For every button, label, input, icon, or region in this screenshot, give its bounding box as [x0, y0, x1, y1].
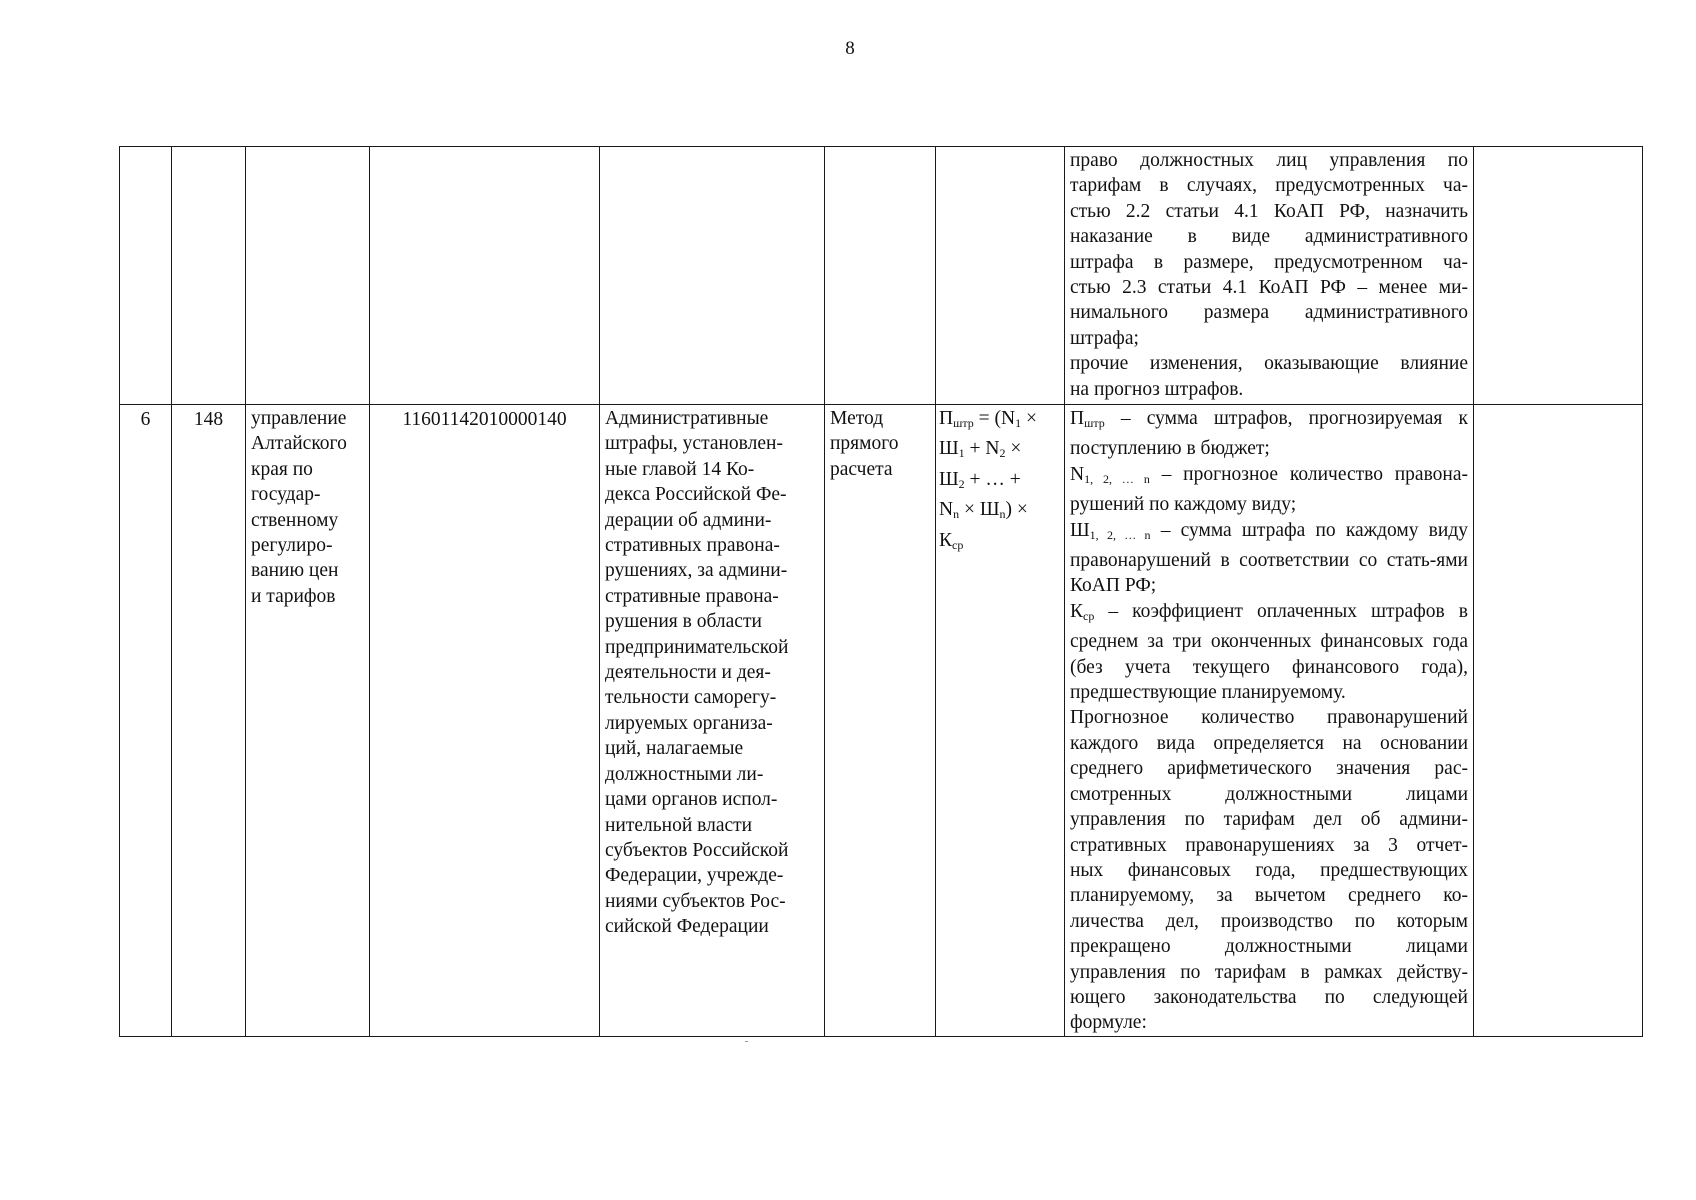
definition-p-shtr — [1070, 406, 1468, 462]
cell-method-empty — [825, 147, 936, 405]
cell-method — [825, 405, 936, 1037]
formula-subscript: 1, 2, … n — [1084, 471, 1150, 486]
text-line: лируемых организа- — [605, 712, 773, 734]
definition-text: – прогнозное количество правона-рушений по каждому виду; — [1070, 463, 1468, 516]
cell-revenue-name — [600, 405, 825, 1037]
cell-formula — [936, 405, 1065, 1037]
cell-admin-code: 148 — [172, 405, 246, 1037]
text-line: формуле: — [1070, 1012, 1147, 1034]
text-line: стью 2.3 статьи 4.1 КоАП РФ – менее ми- — [1070, 277, 1468, 299]
formula-line — [939, 406, 1062, 436]
text-line: управления по тарифам дел об админи- — [1070, 809, 1468, 831]
text-line: планируемому, за вычетом среднего ко- — [1070, 885, 1468, 907]
table-row-6 — [120, 405, 1643, 1037]
formula-subscript: ср — [952, 537, 964, 552]
cell-continuation-description — [1065, 147, 1474, 405]
formula-text: × — [1021, 408, 1037, 429]
text-line: личества дел, производство по которым — [1070, 910, 1468, 932]
formula-symbol: N — [1070, 463, 1085, 485]
text-line: стративных правона- — [605, 535, 780, 557]
definition-text: – сумма штрафа по каждому виду правонарушений в соответствии со стать-ями КоАП РФ; — [1070, 519, 1468, 597]
text-line: ющего законодательства по следующей — [1070, 986, 1468, 1008]
cell-row-number: 6 — [120, 405, 172, 1037]
text-line: ственному — [251, 509, 339, 531]
formula-symbol: N — [939, 499, 954, 521]
formula-subscript: 1, 2, … n — [1089, 527, 1151, 542]
formula-symbol: Ш — [939, 438, 959, 460]
definition-k — [1070, 599, 1468, 706]
cell-admin-code-empty — [172, 147, 246, 405]
formula-symbol: К — [939, 529, 953, 551]
formula-subscript: штр — [1084, 416, 1105, 430]
text-line: прочие изменения, оказывающие влияние — [1070, 353, 1468, 375]
formula-line — [939, 497, 1062, 527]
text-line: цами органов испол- — [605, 789, 778, 811]
table-row-continuation — [120, 147, 1643, 405]
text-line: государ- — [251, 484, 321, 506]
text-line: стративные правона- — [605, 585, 779, 607]
formula-text: + … + — [964, 468, 1021, 490]
text-line: стью 2.2 статьи 4.1 КоАП РФ, назначить — [1070, 200, 1468, 222]
cell-formula-empty — [936, 147, 1065, 405]
text-line: субъектов Российской — [605, 839, 789, 861]
text-line: смотренных должностными лицами — [1070, 783, 1468, 805]
cell-administrator — [246, 405, 370, 1037]
text-line: деятельности и дея- — [605, 662, 771, 684]
text-line: регулиро- — [251, 535, 333, 557]
scan-artifact — [745, 1041, 748, 1042]
formula-subscript: 1 — [958, 446, 965, 461]
formula-symbol: Ш — [939, 468, 959, 490]
text-line: тарифам в случаях, предусмотренных ча- — [1070, 175, 1468, 197]
definition-sh — [1070, 518, 1468, 599]
text-line: должностными ли- — [605, 763, 764, 785]
definition-text: – сумма штрафов, прогнозируемая к поступлению в бюджет; — [1070, 408, 1468, 460]
definition-text: – коэффициент оплаченных штрафов в среднем за три оконченных финансовых года (без учета текущего финансового года), предшествующие планируемому. — [1070, 600, 1468, 704]
formula-symbol: Ш — [1070, 519, 1090, 541]
forecast-methodology-table — [119, 146, 1643, 1037]
formula-subscript: штр — [953, 416, 974, 430]
formula-text: × — [1005, 438, 1022, 460]
text-line: Федерации, учрежде- — [605, 865, 784, 887]
text-line: управление — [251, 408, 347, 429]
page-number: 8 — [845, 38, 855, 59]
text-line: нимального размера административного — [1070, 302, 1468, 324]
formula-subscript: 1 — [1015, 416, 1022, 430]
text-line: прямого — [830, 433, 899, 455]
text-line: штрафа в размере, предусмотренном ча- — [1070, 251, 1468, 273]
text-line: каждого вида определяется на основании — [1070, 732, 1468, 754]
text-line: штрафы, установлен- — [605, 433, 783, 455]
formula-symbol: П — [939, 408, 954, 429]
text-line: рушениях, за админи- — [605, 560, 788, 582]
text-line: на прогноз штрафов. — [1070, 378, 1244, 400]
text-line: Алтайского — [251, 433, 347, 455]
definition-n — [1070, 462, 1468, 518]
text-line: ванию цен — [251, 560, 339, 582]
formula-text: ) × — [1005, 499, 1028, 521]
text-line: тельности саморегу- — [605, 687, 777, 709]
formula-subscript: 2 — [999, 446, 1006, 461]
text-line: штрафа; — [1070, 327, 1139, 349]
text-line: Метод — [830, 408, 884, 429]
cell-number-empty — [120, 147, 172, 405]
cell-kbk-code: 11601142010000140 — [370, 405, 600, 1037]
formula-subscript: n — [953, 507, 960, 522]
text-line: края по — [251, 458, 313, 480]
formula-subscript: ср — [1083, 608, 1095, 623]
text-line: управления по тарифам в рамках действу- — [1070, 961, 1468, 983]
text-line: сийской Федерации — [605, 916, 769, 938]
formula-line — [939, 467, 1062, 497]
formula-line — [939, 436, 1062, 466]
formula-text: = (N — [973, 408, 1016, 429]
text-line: ций, налагаемые — [605, 738, 744, 760]
cell-administrator-empty — [246, 147, 370, 405]
text-line: рушения в области — [605, 611, 762, 633]
text-line: прекращено должностными лицами — [1070, 936, 1468, 958]
text-line: стративных правонарушениях за 3 отчет- — [1070, 834, 1468, 856]
text-line: среднего арифметического значения рас- — [1070, 758, 1468, 780]
formula-text: + N — [964, 438, 1000, 460]
cell-notes-empty — [1474, 147, 1643, 405]
text-line: наказание в виде административного — [1070, 226, 1468, 248]
text-line: право должностных лиц управления по — [1070, 150, 1468, 171]
text-line: и тарифов — [251, 585, 336, 607]
formula-subscript: 2 — [958, 476, 965, 491]
text-line: Административные — [605, 408, 769, 429]
text-line: дерации об админи- — [605, 509, 772, 531]
cell-revenue-name-empty — [600, 147, 825, 405]
formula-symbol: К — [1070, 600, 1084, 622]
formula-subscript: n — [999, 507, 1006, 522]
text-line: предпринимательской — [605, 636, 789, 658]
formula-symbol: П — [1070, 408, 1085, 429]
text-line: ниями субъектов Рос- — [605, 890, 786, 912]
cell-description — [1065, 405, 1474, 1037]
cell-notes — [1474, 405, 1643, 1037]
text-line: ные главой 14 Ко- — [605, 458, 755, 480]
text-line: ных финансовых года, предшествующих — [1070, 859, 1468, 881]
formula-text: × Ш — [959, 499, 1000, 521]
formula-line — [939, 528, 1062, 558]
text-line: расчета — [830, 458, 893, 480]
text-line: декса Российской Фе- — [605, 484, 787, 506]
text-line: нительной власти — [605, 814, 753, 836]
text-line: Прогнозное количество правонарушений — [1070, 707, 1468, 729]
cell-kbk-empty — [370, 147, 600, 405]
